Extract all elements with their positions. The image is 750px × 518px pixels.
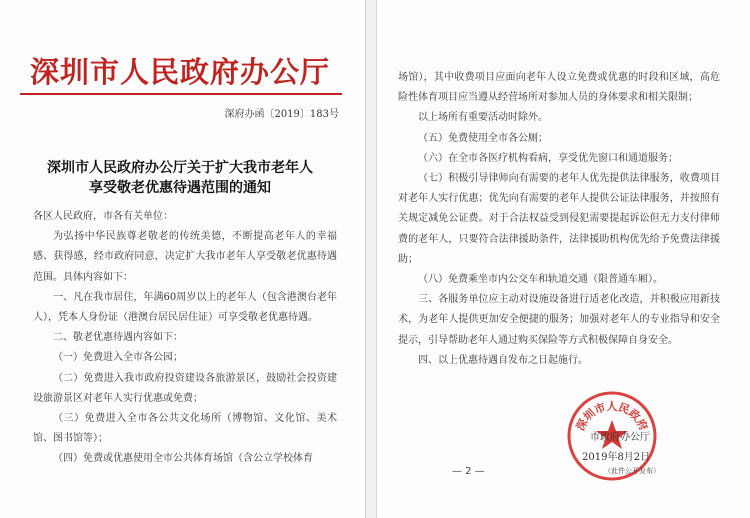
section-3: 三、各服务单位应主动对设施设备进行适老化改造，并积极应用新技术，为老年人提供更加安全便捷的服务；加强对老年人的专业指导和安全提示，引导帮助老年人通过购买保险等方式积极保障自身安全。 (398, 294, 720, 346)
seal-text: 深圳市人民政府 (573, 400, 651, 433)
item-8: （八）免费乘坐市内公交车和轨道交通（限普通车厢）。 (418, 274, 663, 286)
salutation: 各区人民政府，市各有关单位： (33, 211, 173, 222)
document-number: 深府办函〔2019〕183号 (224, 109, 339, 120)
item-1: （一）免费进入全市各公园； (53, 352, 183, 364)
item-4-continuation: 场馆），其中收费项目应面向老年人设立免费或优惠的时段和区域，高危险性体育项目应当遵从经营场所对参加人员的身体要求和相关限制； (398, 72, 720, 104)
notice-title-line-1: 深圳市人民政府办公厅关于扩大我市老年人 (47, 160, 313, 176)
item-7: （七）积极引导律师向有需要的老年人优先提供法律服务，收费项目对老年人实行优惠；优先向有需要的老年人提供公证法律服务，并按照有关规定减免公证费。对于合法权益受到侵犯需要提起诉讼但无力支付律师费的老年人，只要符合法律援助条件，法律援助机构优先给予免费法律援助； (398, 173, 720, 265)
left-body-text (33, 207, 337, 470)
right-body-text (398, 68, 720, 371)
intro-paragraph: 为弘扬中华民族尊老敬老的传统美德，不断提高老年人的幸福感、获得感，经市政府同意，决定扩大我市老年人享受敬老优惠待遇范围。具体内容如下： (33, 231, 337, 283)
section-2-heading: 二、敬老优惠待遇内容如下： (53, 332, 183, 344)
page-number: — 2 — (452, 466, 485, 477)
page-gutter (366, 0, 376, 518)
notice-title-line-2: 享受敬老优惠待遇范围的通知 (89, 180, 271, 196)
notice-title (30, 158, 330, 198)
red-header-rule (20, 93, 342, 95)
item-5: （五）免费使用全市各公厕； (418, 132, 548, 144)
publication-note: （此件公开发布） (604, 467, 660, 475)
signing-date: 2019年8月2日 (582, 452, 651, 463)
signing-organization: 市政府办公厅 (590, 432, 650, 443)
page-left (0, 0, 366, 518)
item-4-start: （四）免费或优惠使用全市公共体育场馆（含公立学校体育 (53, 453, 313, 465)
section-1: 一、凡在我市居住，年满60周岁以上的老年人（包含港澳台老年人），凭本人身份证（港澳台居民居住证）可享受敬老优惠待遇。 (33, 291, 337, 324)
issuer-title: 深圳市人民政府办公厅 (29, 55, 330, 89)
item-6: （六）在全市各医疗机构看病，享受优先窗口和通道服务； (418, 152, 678, 164)
exception-note: 以上场所有重要活动时除外。 (418, 112, 548, 124)
section-4: 四、以上优惠待遇自发布之日起施行。 (418, 354, 588, 366)
item-3: （三）免费进入全市各公共文化场所（博物馆、文化馆、美术馆、图书馆等）； (33, 413, 337, 445)
item-2: （二）免费进入我市政府投资建设各旅游景区，鼓励社会投资建设旅游景区对老年人实行优惠或免费； (33, 372, 337, 404)
